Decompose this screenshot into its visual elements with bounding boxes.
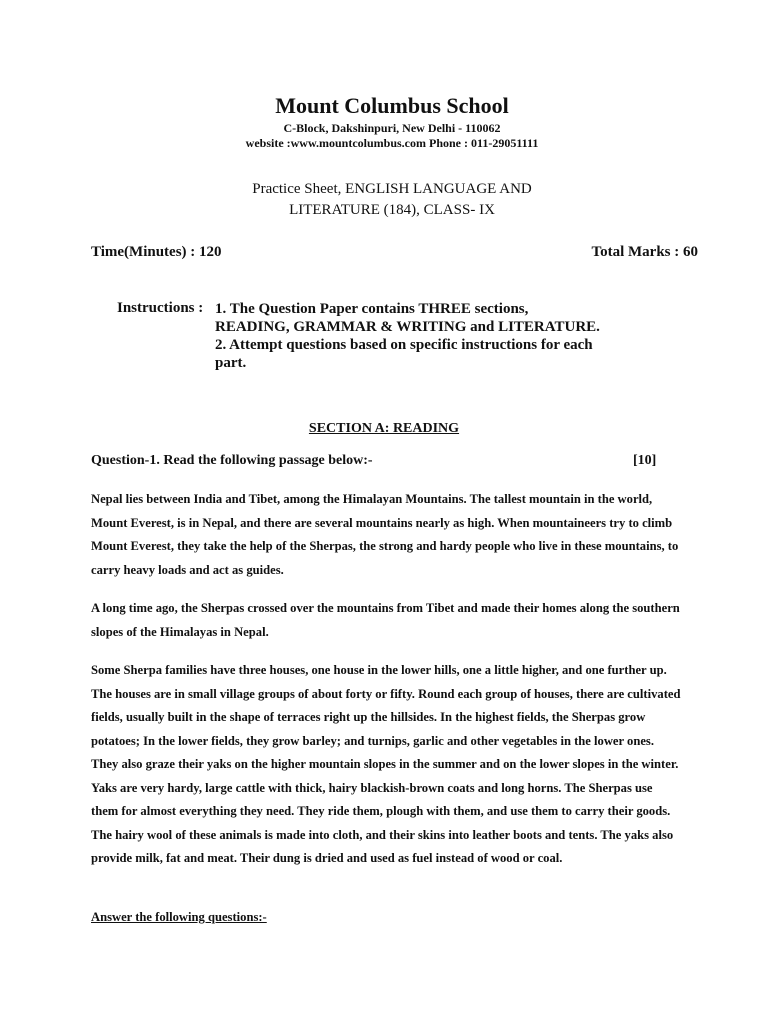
passage-paragraph: Some Sherpa families have three houses, one house in the lower hills, one a little higher, and one further up. The houses are in small village groups of about forty or fifty. Round each group of houses, there are cultivated fields, usually built in the shape of terraces right up the hillsides. In the highest fields, the Sherpas grow potatoes; In the lower fields, they grow barley; and turnips, garlic and other vegetables in the lower ones. They also graze their yaks on the higher mountain slopes in the summer and on the lower slopes in the winter. Yaks are very hardy, large cattle with thick, hairy blackish-brown coats and long horns. The Sherpas use them for almost everything they need. They ride them, plough with them, and use them to carry their goods. The hairy wool of these animals is made into cloth, and their skins into leather boots and tents. The yaks also provide milk, fat and meat. Their dung is dried and used as fuel instead of wood or coal. [91, 663, 681, 865]
instructions-body [215, 300, 605, 372]
total-marks: Total Marks : 60 [591, 244, 698, 260]
question-1-marks: [10] [633, 453, 657, 468]
answer-questions-heading: Answer the following questions:- [91, 910, 267, 924]
passage-paragraph: Nepal lies between India and Tibet, among the Himalayan Mountains. The tallest mountain in the world, Mount Everest, is in Nepal, and there are several mountains nearly as high. When mountaineers try to climb Mount Everest, they take the help of the Sherpas, the strong and hardy people who live in these mountains, to carry heavy loads and act as guides. [91, 492, 679, 577]
website-phone-line: website :www.mountcolumbus.com Phone : 011-29051111 [245, 136, 539, 150]
question-1-prompt: Question-1. Read the following passage below:- [91, 453, 373, 468]
school-address: C-Block, Dakshinpuri, New Delhi - 110062 [283, 121, 501, 135]
instructions-label: Instructions : [117, 300, 204, 316]
time-allowed: Time(Minutes) : 120 [91, 244, 222, 260]
instruction-item-2: 2. Attempt questions based on specific instructions for each part. [215, 337, 593, 371]
paper-title-line-2: LITERATURE (184), CLASS- IX [289, 202, 495, 218]
instruction-item-1: 1. The Question Paper contains THREE sections, READING, GRAMMAR & WRITING and LITERATURE. [215, 301, 600, 335]
school-name: Mount Columbus School [275, 93, 509, 118]
section-a-heading: SECTION A: READING [308, 421, 460, 436]
paper-title-line-1: Practice Sheet, ENGLISH LANGUAGE AND [252, 181, 532, 197]
passage-paragraph: A long time ago, the Sherpas crossed over the mountains from Tibet and made their homes along the southern slopes of the Himalayas in Nepal. [91, 601, 680, 639]
